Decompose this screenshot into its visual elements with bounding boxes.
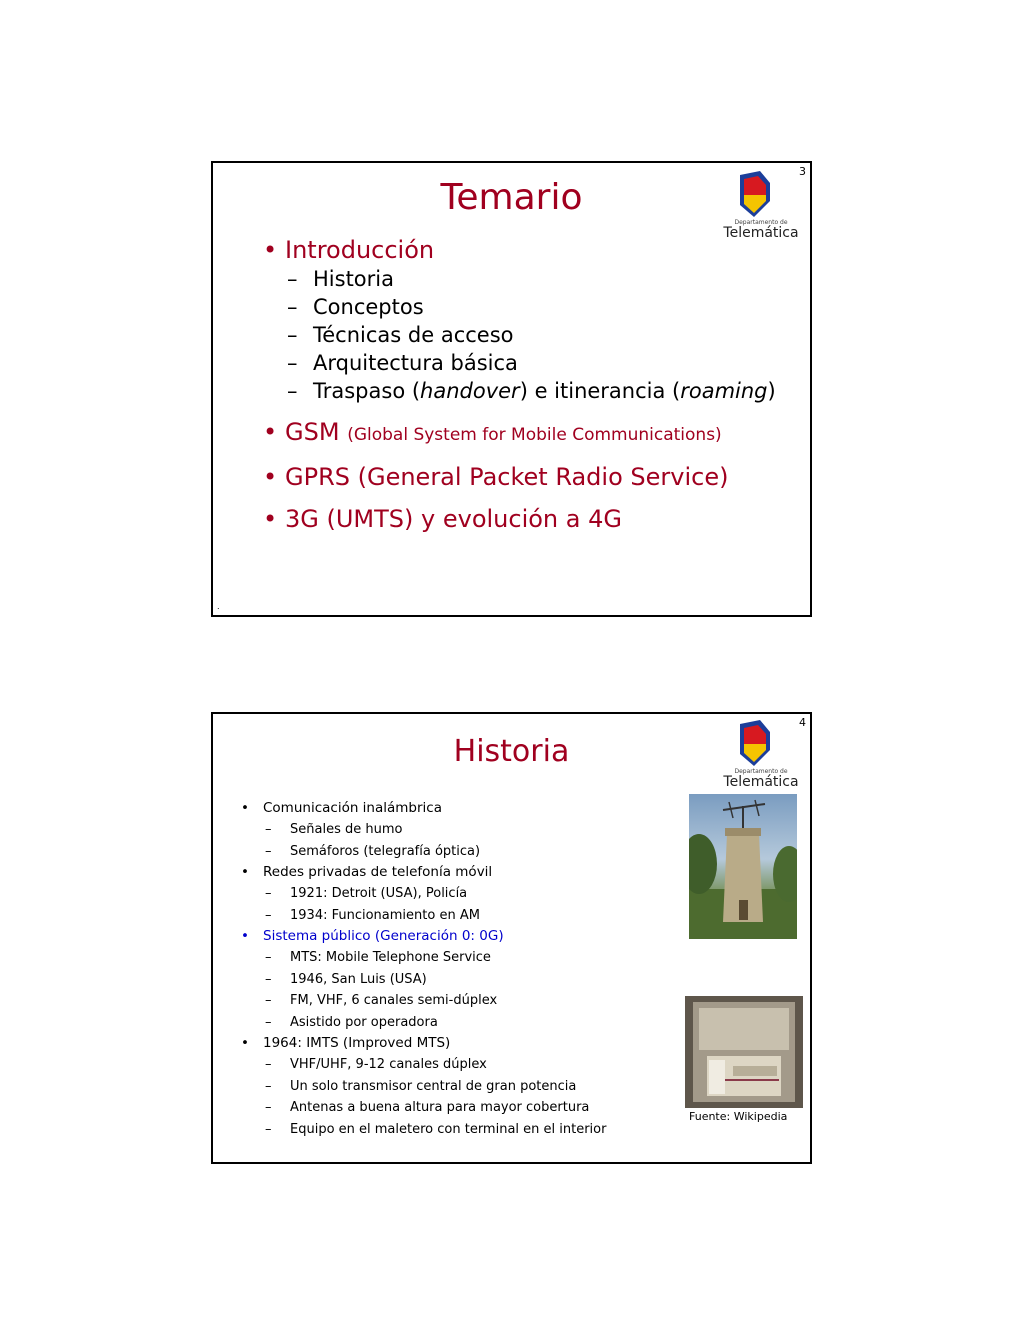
logo-name: Telemática [723,774,799,790]
text-handover: handover [420,379,520,403]
slide-number: 3 [799,165,806,178]
briefcase-illustration [685,996,803,1108]
section-label: Sistema público (Generación 0: 0G) [263,928,504,944]
tower-illustration [689,794,797,939]
subitem: – Un solo transmisor central de gran potencia [263,1076,659,1098]
text: ) e itinerancia ( [519,379,681,403]
item-label: GSM [285,418,340,446]
text-roaming: roaming [680,379,768,403]
slide-temario [211,161,812,617]
logo-name: Telemática [723,225,799,241]
subitem: – 1946, San Luis (USA) [263,969,659,991]
list-item-3g: • 3G (UMTS) y evolución a 4G [263,504,793,534]
list-item-gprs: • GPRS (General Packet Radio Service) [263,462,793,492]
subitem: – 1921: Detroit (USA), Policía [263,883,659,905]
subitem: – Conceptos [285,293,793,321]
section-sistema-publico [239,926,659,1033]
logo-subtitle: Departamento de [734,219,788,226]
item-label: Introducción [285,236,435,264]
list-item-introduccion [263,235,793,405]
imts-briefcase-phone-photo [685,996,803,1108]
slide-title: Temario [440,177,583,218]
section-label: Redes privadas de telefonía móvil [263,864,493,880]
logo-subtitle: Departamento de [734,768,788,775]
subitem: – Equipo en el maletero con terminal en el interior [263,1119,659,1141]
subitem: – Antenas a buena altura para mayor cobertura [263,1097,659,1119]
slide-historia [211,712,812,1164]
item-detail: (Global System for Mobile Communications) [347,425,722,445]
section-label: Comunicación inalámbrica [263,800,442,816]
subitem: – Señales de humo [263,819,659,841]
slide-title: Historia [453,734,570,769]
section-label: 1964: IMTS (Improved MTS) [263,1035,451,1051]
optical-telegraph-tower-photo [689,794,797,939]
subitem: – 1934: Funcionamiento en AM [263,905,659,927]
subitem: – Arquitectura básica [285,349,793,377]
text: Traspaso ( [313,379,421,403]
slide-number: 4 [799,716,806,729]
footer-mark: . [217,602,220,611]
historia-list [239,798,659,1140]
list-item-gsm [263,417,793,450]
subitem: – MTS: Mobile Telephone Service [263,947,659,969]
subitem: – Asistido por operadora [263,1012,659,1034]
photo-source-caption: Fuente: Wikipedia [689,1110,788,1123]
temario-list [263,235,793,534]
text: ) [767,379,776,403]
subitem: – Semáforos (telegrafía óptica) [263,841,659,863]
subitem-traspaso [285,377,793,405]
section-redes-privadas [239,862,659,926]
subitem: – Técnicas de acceso [285,321,793,349]
subitem: – VHF/UHF, 9-12 canales dúplex [263,1054,659,1076]
subitem: – FM, VHF, 6 canales semi-dúplex [263,990,659,1012]
section-imts [239,1033,659,1140]
subitem: – Historia [285,265,793,293]
section-inalambrica [239,798,659,862]
